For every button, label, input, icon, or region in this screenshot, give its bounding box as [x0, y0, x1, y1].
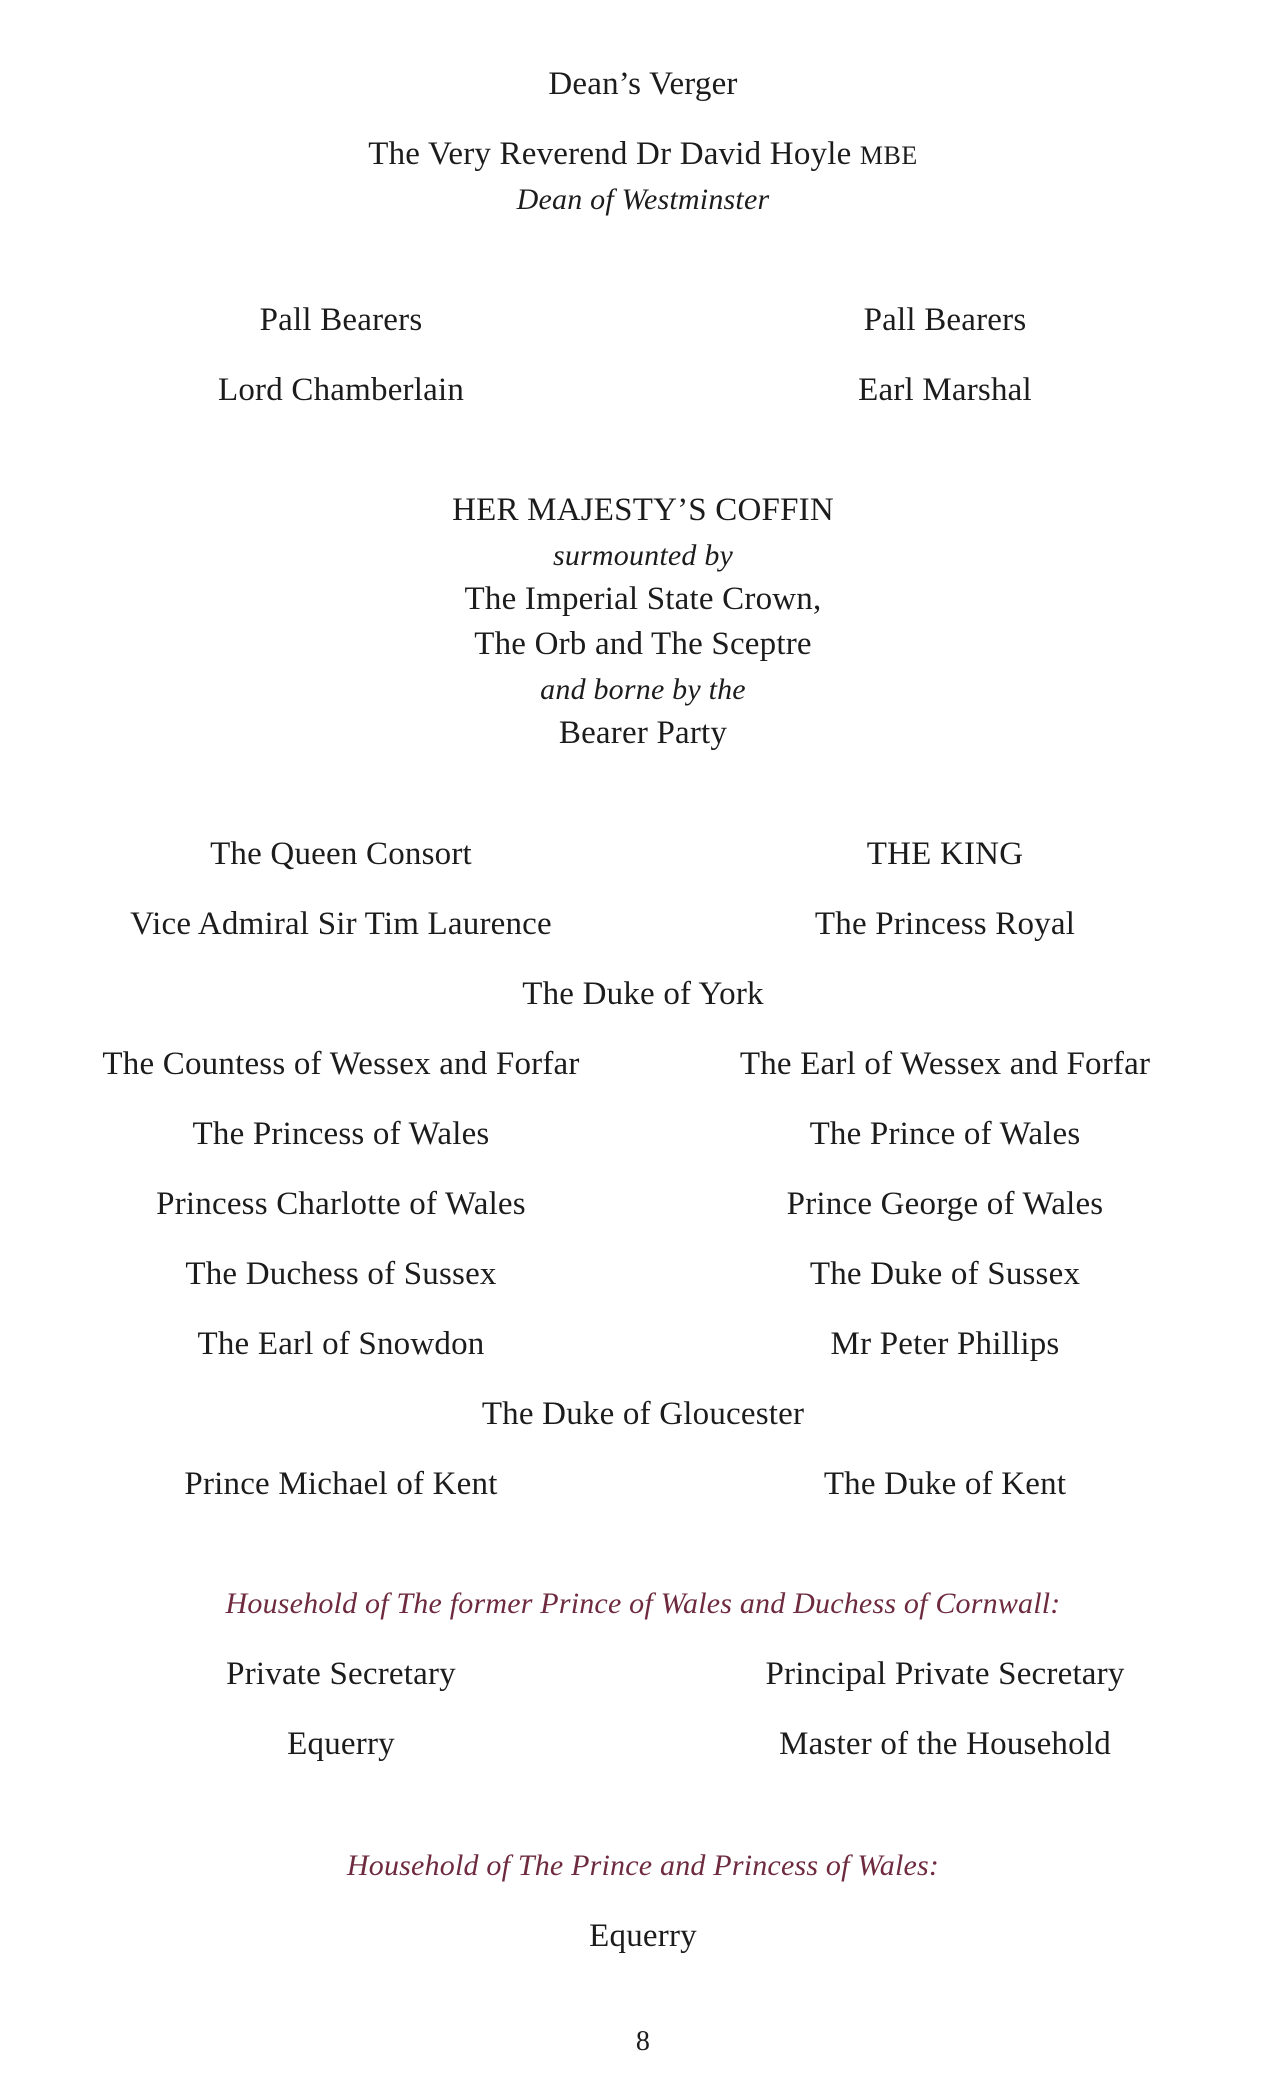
household-wales-equerry: Equerry — [589, 1918, 697, 1954]
procession-row7-right: Mr Peter Phillips — [830, 1326, 1060, 1362]
procession-row2-left: Vice Admiral Sir Tim Laurence — [130, 906, 552, 942]
coffin-borne: and borne by the — [540, 673, 746, 706]
household-wales-heading: Household of The Prince and Princess of Wales: — [346, 1849, 940, 1882]
lord-chamberlain: Lord Chamberlain — [217, 372, 465, 408]
page-number: 8 — [635, 2026, 651, 2057]
procession-row8-left: Prince Michael of Kent — [184, 1466, 498, 1502]
dean-title: Dean of Westminster — [516, 183, 770, 216]
household-former-row2-right: Master of the Household — [779, 1726, 1111, 1762]
procession-center1: The Duke of York — [522, 976, 764, 1012]
dean-post-nominal: MBE — [859, 141, 918, 170]
procession-row6-left: The Duchess of Sussex — [185, 1256, 497, 1292]
procession-row4-right: The Prince of Wales — [809, 1116, 1081, 1152]
household-former-row2-left: Equerry — [287, 1726, 395, 1762]
pall-bearers-right-heading: Pall Bearers — [863, 302, 1027, 338]
coffin-orb-sceptre: The Orb and The Sceptre — [474, 626, 812, 662]
deans-verger: Dean’s Verger — [548, 66, 738, 102]
procession-row3-left: The Countess of Wessex and Forfar — [102, 1046, 580, 1082]
procession-row7-left: The Earl of Snowdon — [197, 1326, 485, 1362]
procession-row1-left: The Queen Consort — [210, 836, 472, 872]
procession-row6-right: The Duke of Sussex — [809, 1256, 1081, 1292]
procession-row3-right: The Earl of Wessex and Forfar — [739, 1046, 1151, 1082]
pall-bearers-left-heading: Pall Bearers — [259, 302, 423, 338]
procession-row1-right: THE KING — [866, 836, 1024, 872]
procession-center2: The Duke of Gloucester — [481, 1396, 805, 1432]
coffin-bearer-party: Bearer Party — [558, 715, 728, 751]
procession-row4-left: The Princess of Wales — [192, 1116, 490, 1152]
coffin-surmounted: surmounted by — [552, 539, 734, 572]
earl-marshal: Earl Marshal — [858, 372, 1032, 408]
coffin-heading: HER MAJESTY’S COFFIN — [452, 492, 834, 528]
procession-row5-left: Princess Charlotte of Wales — [156, 1186, 526, 1222]
household-former-row1-left: Private Secretary — [226, 1656, 456, 1692]
dean-name: The Very Reverend Dr David Hoyle — [368, 136, 852, 172]
procession-row2-right: The Princess Royal — [814, 906, 1076, 942]
procession-row8-right: The Duke of Kent — [823, 1466, 1067, 1502]
household-former-row1-right: Principal Private Secretary — [765, 1656, 1125, 1692]
procession-row5-right: Prince George of Wales — [786, 1186, 1104, 1222]
household-former-heading: Household of The former Prince of Wales and Duchess of Cornwall: — [225, 1587, 1061, 1620]
dean-name-line — [368, 134, 918, 176]
coffin-crown: The Imperial State Crown, — [464, 581, 822, 617]
